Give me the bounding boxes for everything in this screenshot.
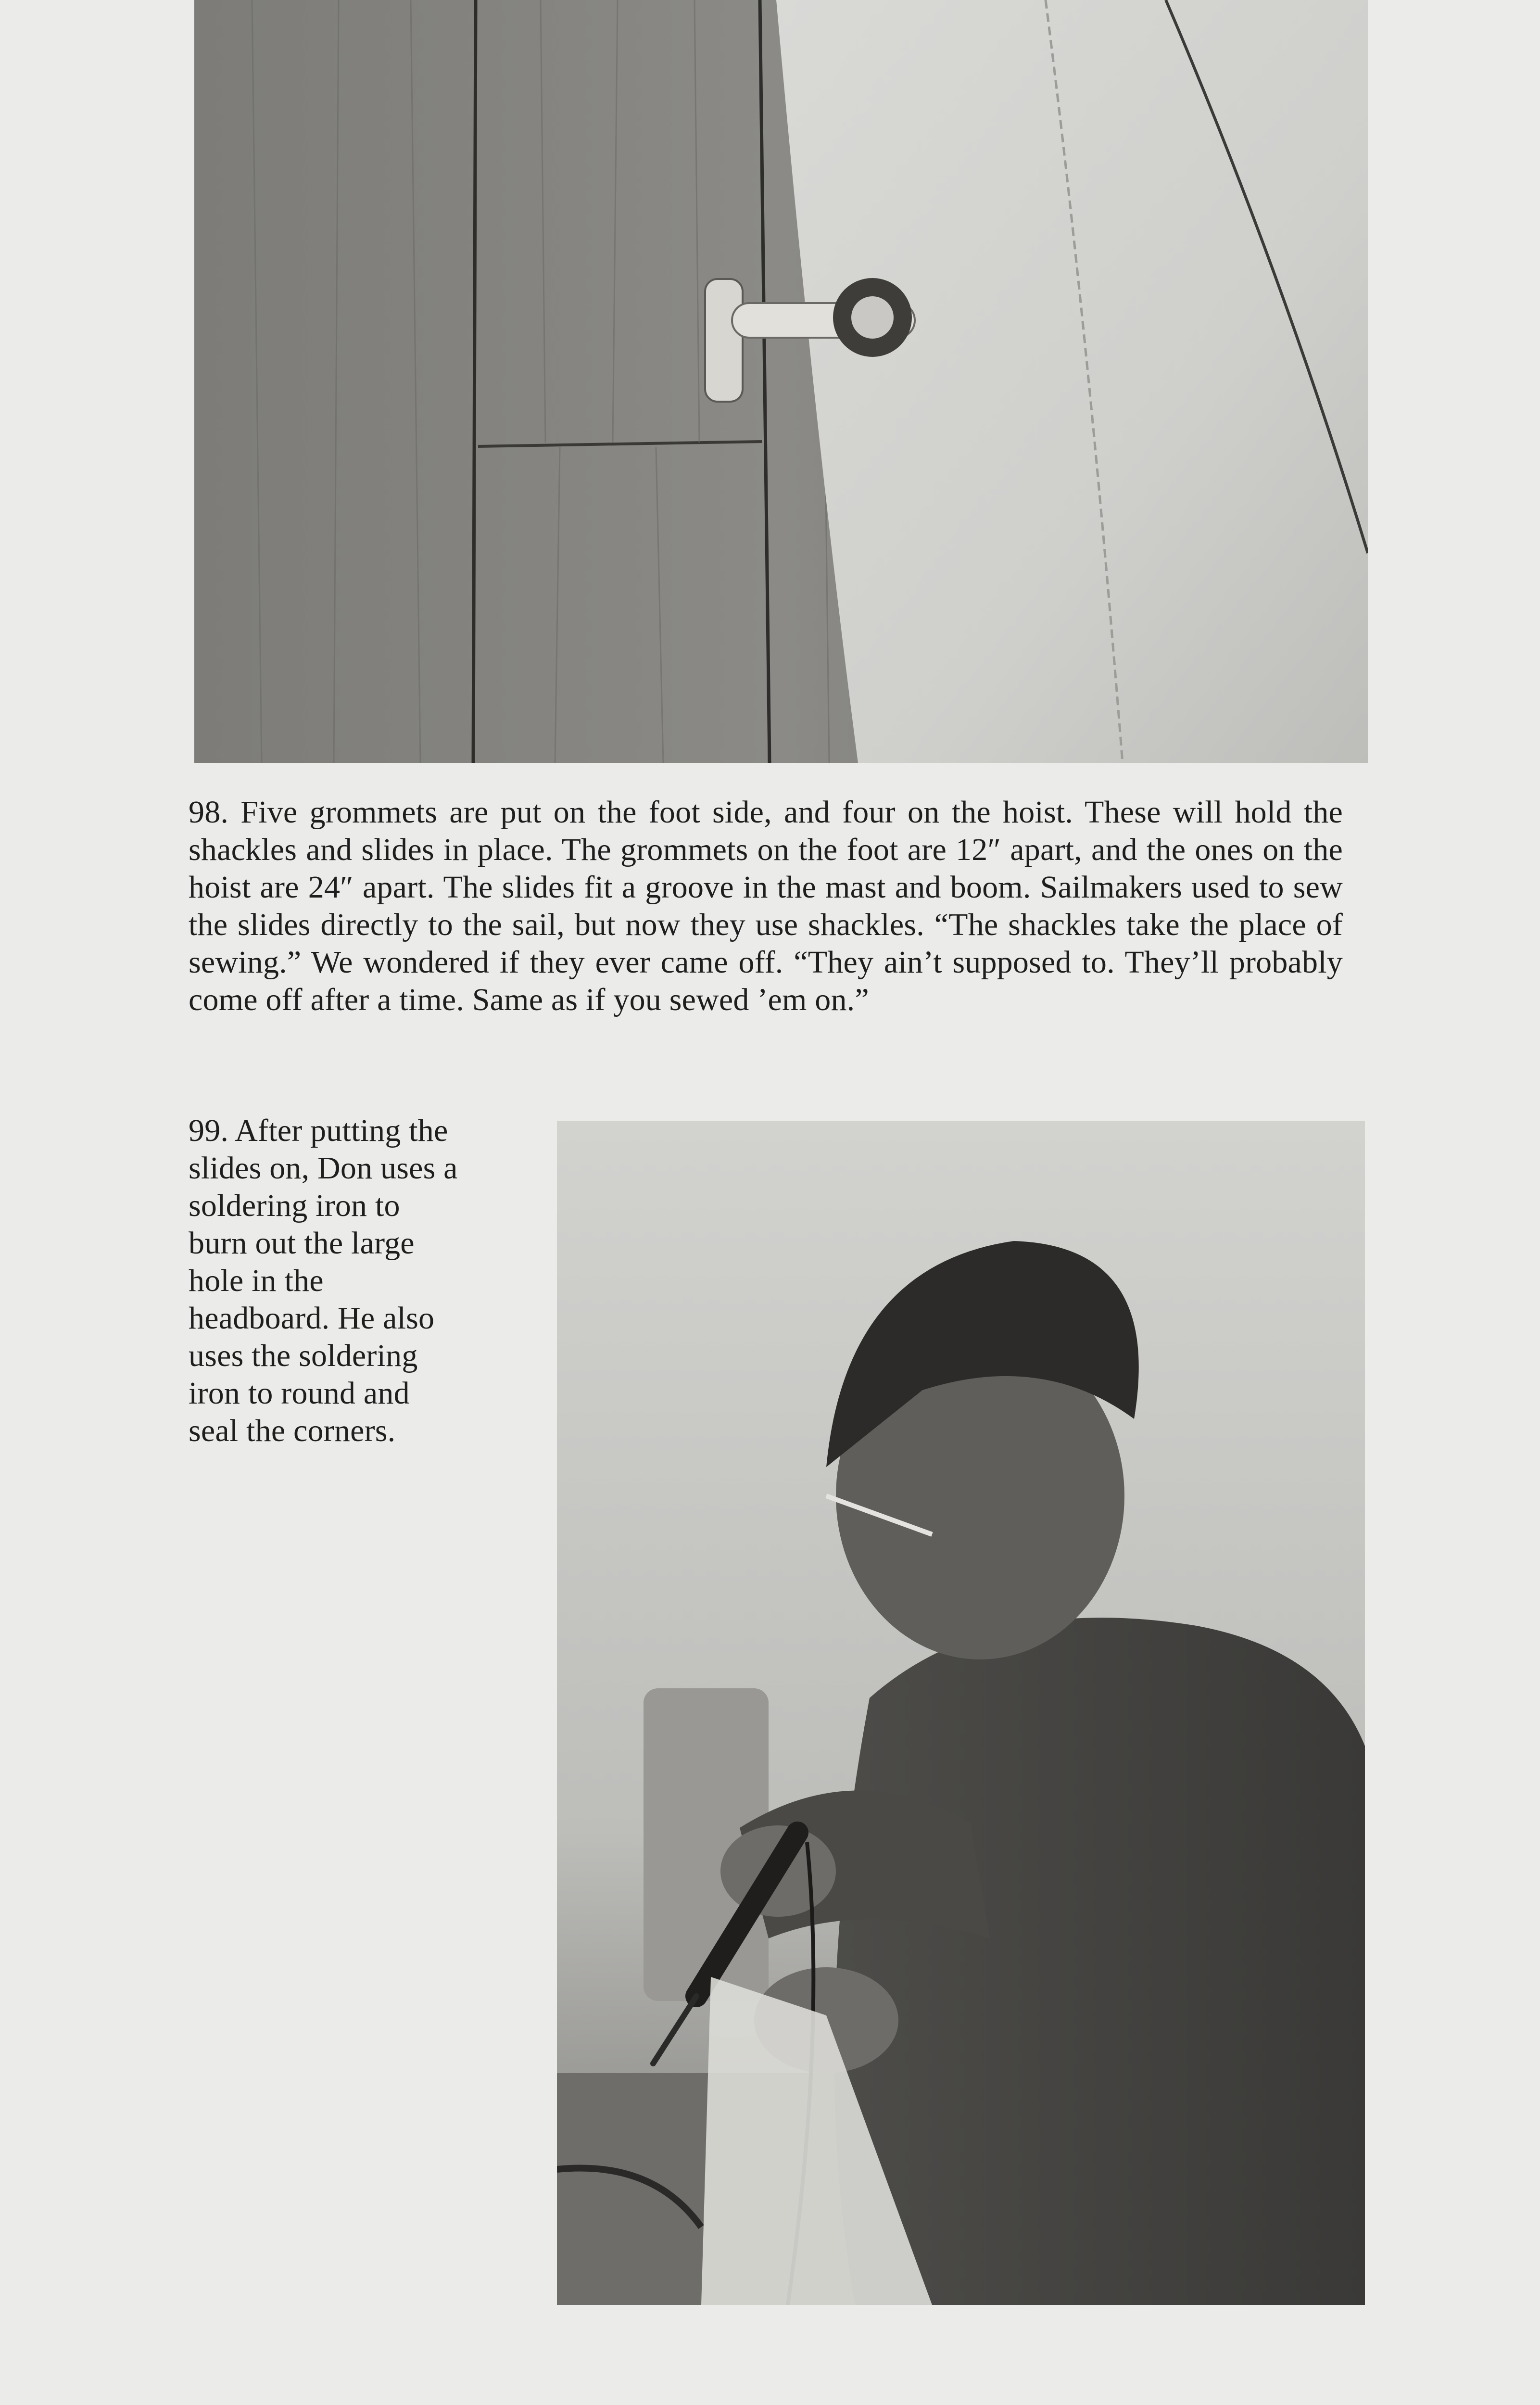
plank-seam	[473, 0, 476, 763]
figure-99-caption: 99. After putting the slides on, Don uses a soldering iron to burn out the large hole in the headboard. He also uses the soldering iron to round and seal the corners.	[189, 1113, 458, 1448]
man-shirt	[834, 1618, 1365, 2305]
sail-slide	[705, 279, 743, 402]
soldering-photo	[557, 1121, 1365, 2305]
sail-cloth	[776, 0, 1368, 763]
sail-slide-illustration	[194, 0, 1368, 763]
soldering-illustration	[557, 1121, 1365, 2305]
grommet-ring	[851, 296, 894, 339]
figure-98-caption: 98. Five grommets are put on the foot side, and four on the hoist. These will hold the shackles and slides in place. The grommets on the foot are 12″ apart, and the ones on the hoist are 24″ apart. The slides fit a groove in the mast and boom. Sailmakers used to sew the slides directly to the sail, but now they use shackles. “The shackles take the place of sewing.” We wondered if they ever came off. “They ain’t supposed to. They’ll probably come off after a time. Same as if you sewed ’em on.”	[189, 795, 1343, 1017]
sail-slide-photo	[194, 0, 1368, 763]
